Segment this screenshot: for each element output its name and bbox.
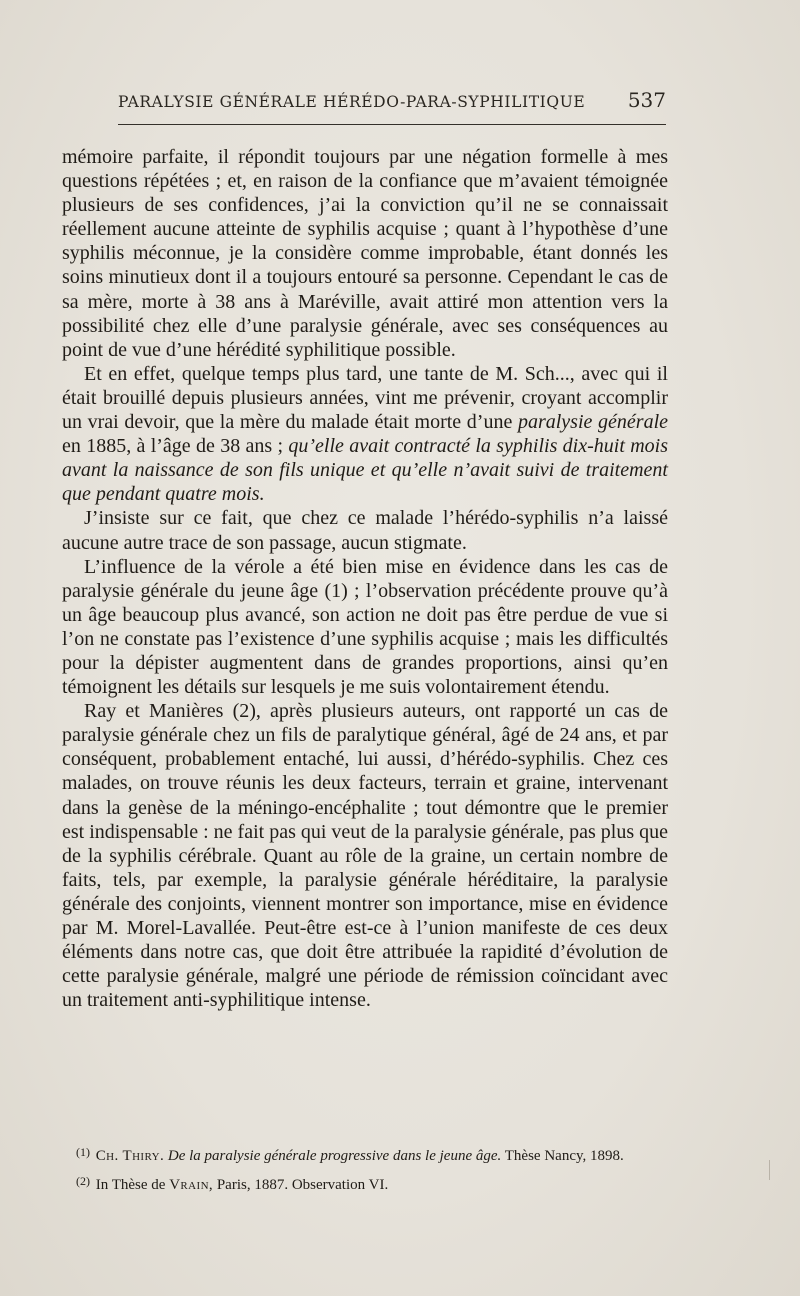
paragraph-2-mid: en 1885, à l’âge de 38 ans ; [62,435,289,458]
footnote-2-author: Vrain, [169,1177,214,1193]
header-rule [118,124,666,125]
paragraph-1: mémoire parfaite, il répondit toujours par une négation formelle à mes questions répétées ; et, en raison de la confiance que m’avaient témoignée plusieurs de ses confidences, j’ai la conviction qu’il ne se connaissait réellement aucune atteinte de syphilis acquise ; quant à l’hypothèse d’une syphilis méconnue, je la considère comme improbable, étant donnés les soins minutieux dont il a toujours entouré sa personne. Cependant le cas de sa mère, morte à 38 ans à Maréville, avait attiré mon attention vers la possibilité chez elle d’une paralysie générale, avec ses conséquences au point de vue d’une hérédité syphilitique possible. [62,146,668,361]
page-header [118,88,666,112]
footnote-1-mark: (1) [76,1145,90,1159]
running-title: PARALYSIE GÉNÉRALE HÉRÉDO-PARA-SYPHILITIQUE [118,93,586,111]
main-text [62,145,668,1012]
paragraph-2-italic-1: paralysie générale [517,411,669,434]
footnote-2-rest: Paris, 1887. Observation VI. [216,1177,389,1193]
paragraph-3: J’insiste sur ce fait, que chez ce malade l’hérédo-syphilis n’a laissé aucune autre trace de son passage, aucun stigmate. [62,507,668,554]
paper-edge-mark [769,1160,770,1180]
footnote-1-title: De la paralysie générale progressive dans le jeune âge. [167,1148,502,1164]
footnote-2-mark: (2) [76,1174,90,1188]
footnote-2-prefix: In Thèse de [95,1177,166,1193]
footnotes [62,1142,668,1196]
paragraph-5: Ray et Manières (2), après plusieurs auteurs, ont rapporté un cas de paralysie générale chez un fils de paralytique général, âgé de 24 ans, et par conséquent, probablement entaché, lui aussi, d’hérédo-syphilis. Chez ces malades, on trouve réunis les deux facteurs, terrain et graine, intervenant dans la genèse de la méningo-encéphalite ; tout démontre que le premier est indispensable : ne fait pas qui veut de la paralysie générale, pas plus que de la syphilis cérébrale. Quant au rôle de la graine, un certain nombre de faits, tels, par exemple, la paralysie générale héréditaire, la paralysie générale des conjoints, viennent montrer son importance, mise en évidence par M. Morel-Lavallée. Peut-être est-ce à l’union manifeste de ces deux éléments dans notre cas, que doit être attribuée la rapidité d’évolution de cette paralysie générale, malgré une période de rémission coïncidant avec un traitement anti-syphilitique intense. [62,700,668,1012]
footnote-1-rest: Thèse Nancy, 1898. [504,1148,624,1164]
page-number: 537 [627,88,666,112]
footnote-1 [62,1142,668,1167]
paragraph-2-italic-2: qu’elle avait contracté la syphilis dix-huit mois avant la naissance de son fils unique et qu’elle n’avait suivi de traitement que pendant quatre mois. [62,435,668,506]
paragraph-2-start: Et en effet, quelque temps plus tard, une tante de M. Sch..., avec qui il était brouillé depuis plusieurs années, vint me prévenir, croyant accomplir un vrai devoir, que la mère du malade était morte d’une [62,362,668,434]
paragraph-4: L’influence de la vérole a été bien mise en évidence dans les cas de paralysie générale du jeune âge (1) ; l’observation précédente prouve qu’à un âge beaucoup plus avancé, son action ne doit pas être perdue de vue si l’on ne constate pas l’existence d’une syphilis acquise ; mais les difficultés pour la dépister augmentent dans de grandes proportions, ainsi qu’en témoignent les détails sur lesquels je me suis volontairement étendu. [62,555,668,699]
footnote-1-author: Ch. Thiry. [95,1148,165,1164]
footnote-2 [62,1171,668,1196]
paragraph-2 [62,362,668,507]
